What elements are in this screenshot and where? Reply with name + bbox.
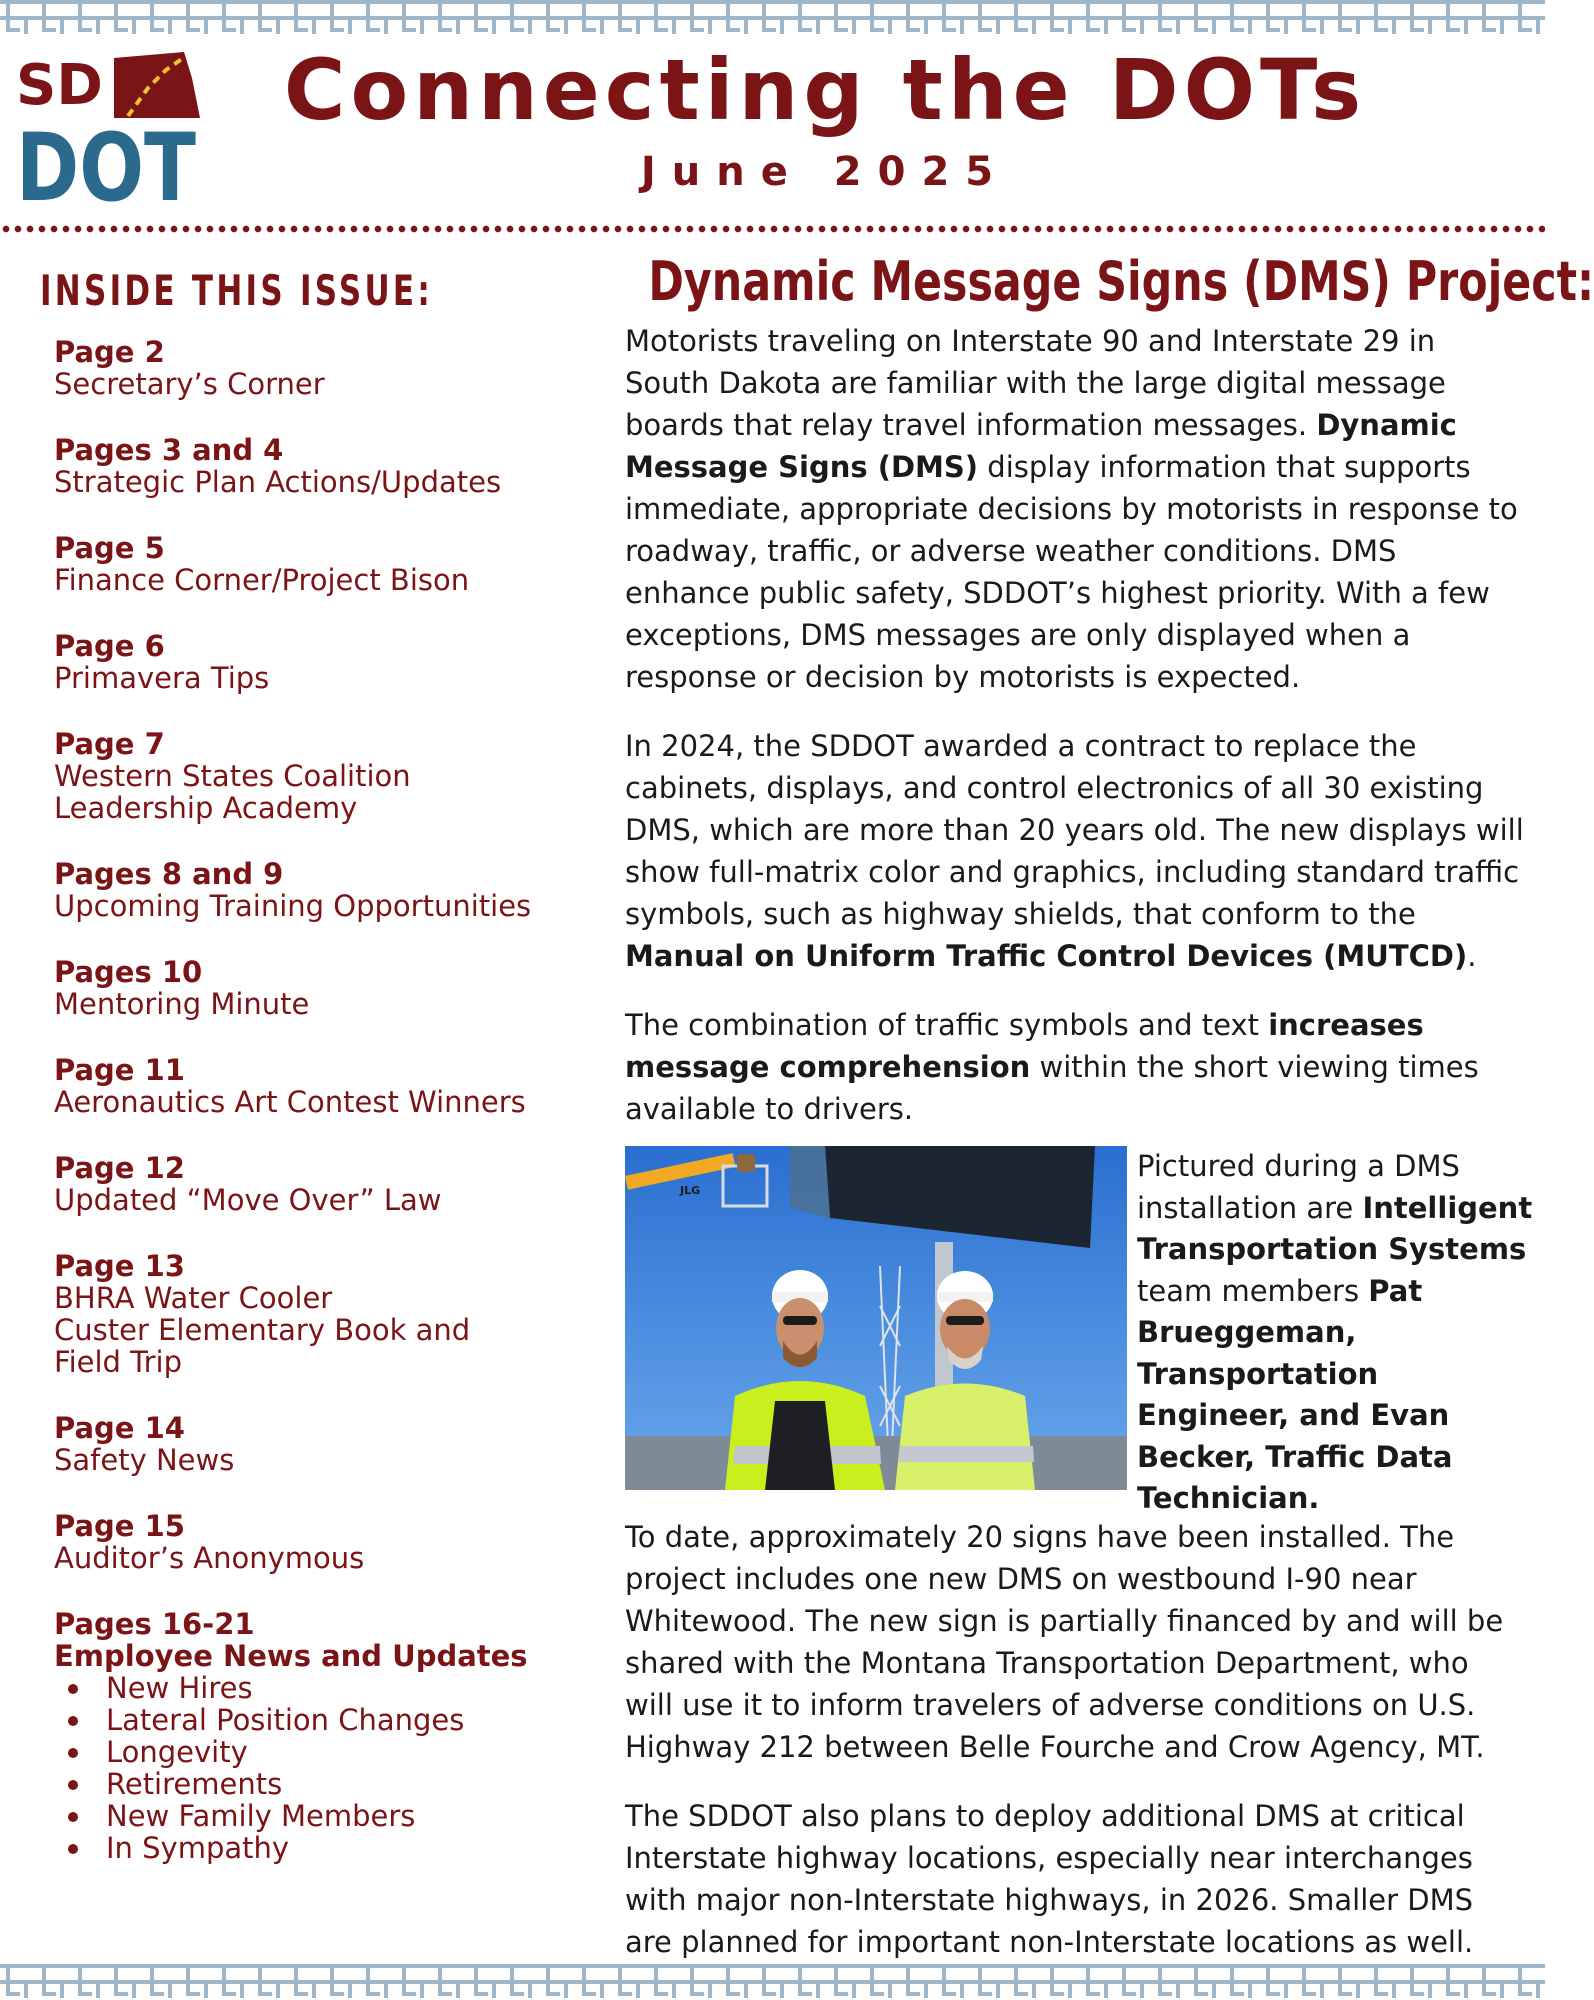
toc-entry bbox=[54, 1054, 574, 1118]
toc-topic: Strategic Plan Actions/Updates bbox=[54, 465, 502, 499]
toc-topic: Updated “Move Over” Law bbox=[54, 1183, 442, 1217]
toc-page-number: Page 6 bbox=[54, 629, 165, 663]
toc-section-title: Employee News and Updates bbox=[54, 1639, 528, 1673]
toc-page-number: Page 2 bbox=[54, 335, 165, 369]
toc-entry bbox=[54, 630, 574, 694]
toc-entry bbox=[54, 1152, 574, 1216]
toc-entry bbox=[54, 1510, 574, 1574]
toc-page-number: Page 11 bbox=[54, 1053, 185, 1087]
list-item: Lateral Position Changes bbox=[68, 1704, 574, 1736]
toc-entry bbox=[54, 858, 574, 922]
toc-page-number: Pages 3 and 4 bbox=[54, 433, 284, 467]
toc-topic: Field Trip bbox=[54, 1345, 182, 1379]
toc-heading: INSIDE THIS ISSUE: bbox=[40, 266, 434, 315]
logo-text-sd: SD bbox=[16, 53, 103, 118]
toc-topic: Auditor’s Anonymous bbox=[54, 1541, 365, 1575]
toc-page-number: Page 12 bbox=[54, 1151, 185, 1185]
list-item: New Hires bbox=[68, 1672, 574, 1704]
article-paragraph: The SDDOT also plans to deploy additional DMS at critical Interstate highway locations, especially near interchanges with major non-Interstate highways, in 2026. Smaller DMS are planned for important non-Interstate locations as well. bbox=[625, 1799, 1474, 1959]
toc-page-number: Page 15 bbox=[54, 1509, 185, 1543]
photo-with-caption bbox=[625, 1146, 1533, 1516]
article-paragraph: The combination of traffic symbols and text increases message comprehension within the short viewing times available to drivers. bbox=[625, 1008, 1479, 1126]
photo-caption: Pictured during a DMS installation are Intelligent Transportation Systems team members Pat Brueggeman, Transportation Engineer, and Evan Becker, Traffic Data Technician. bbox=[1137, 1149, 1533, 1515]
toc-topic: Secretary’s Corner bbox=[54, 367, 325, 401]
toc-entry bbox=[54, 434, 574, 498]
toc-topic: Aeronautics Art Contest Winners bbox=[54, 1085, 526, 1119]
newsletter-title: Connecting the DOTs bbox=[283, 41, 1367, 139]
issue-date: June 2025 bbox=[640, 149, 1010, 195]
toc-topic: Primavera Tips bbox=[54, 661, 270, 695]
toc-topic: Leadership Academy bbox=[54, 791, 358, 825]
toc-topic: Upcoming Training Opportunities bbox=[54, 889, 532, 923]
toc-entry bbox=[54, 1250, 574, 1378]
toc-topic: Mentoring Minute bbox=[54, 987, 310, 1021]
toc-page-number: Pages 16-21 bbox=[54, 1607, 255, 1641]
table-of-contents bbox=[54, 336, 574, 1898]
article-title: Dynamic Message Signs (DMS) Project: bbox=[648, 250, 1594, 313]
list-item: New Family Members bbox=[68, 1800, 574, 1832]
toc-page-number: Page 13 bbox=[54, 1249, 185, 1283]
toc-page-number: Page 14 bbox=[54, 1411, 185, 1445]
toc-topic: Custer Elementary Book and bbox=[54, 1313, 471, 1347]
toc-page-number: Page 7 bbox=[54, 727, 165, 761]
toc-page-number: Pages 8 and 9 bbox=[54, 857, 284, 891]
article-paragraph: Motorists traveling on Interstate 90 and Interstate 29 in South Dakota are familiar with the large digital message boards that relay travel information messages. Dynamic Message Signs (DMS) display information that supports immediate, appropriate decisions by motorists in response to roadway, traffic, or adverse weather conditions. DMS enhance public safety, SDDOT’s highest priority. With a few exceptions, DMS messages are only displayed when a response or decision by motorists is expected. bbox=[625, 324, 1518, 694]
toc-entry bbox=[54, 956, 574, 1020]
svg-text:JLG: JLG bbox=[680, 1184, 701, 1197]
toc-page-number: Pages 10 bbox=[54, 955, 203, 989]
article-paragraph: To date, approximately 20 signs have been installed. The project includes one new DMS on westbound I-90 near Whitewood. The new sign is partially financed by and will be shared with the Montana Transportation Department, who will use it to inform travelers of adverse conditions on U.S. Highway 212 between Belle Fourche and Crow Agency, MT. bbox=[625, 1520, 1504, 1764]
toc-entry bbox=[54, 336, 574, 400]
toc-entry bbox=[54, 728, 574, 824]
employee-news-list bbox=[54, 1672, 574, 1864]
bottom-border-pattern bbox=[0, 1964, 1545, 2000]
logo-text-dot: DOT bbox=[16, 114, 196, 223]
article-paragraph: In 2024, the SDDOT awarded a contract to replace the cabinets, displays, and control electronics of all 30 existing DMS, which are more than 20 years old. The new displays will show full-matrix color and graphics, including standard traffic symbols, such as highway shields, that conform to the Manual on Uniform Traffic Control Devices (MUTCD). bbox=[625, 729, 1524, 973]
sddot-logo bbox=[16, 48, 202, 223]
top-border-pattern bbox=[0, 0, 1545, 36]
toc-entry-employee-news bbox=[54, 1608, 574, 1864]
list-item: In Sympathy bbox=[68, 1832, 574, 1864]
toc-topic: Safety News bbox=[54, 1443, 235, 1477]
article-body bbox=[625, 320, 1533, 1990]
toc-entry bbox=[54, 532, 574, 596]
list-item: Retirements bbox=[68, 1768, 574, 1800]
toc-entry bbox=[54, 1412, 574, 1476]
list-item: Longevity bbox=[68, 1736, 574, 1768]
toc-topic: Western States Coalition bbox=[54, 759, 411, 793]
dms-installation-photo bbox=[625, 1146, 1127, 1490]
dotted-divider bbox=[0, 224, 1545, 234]
toc-topic: BHRA Water Cooler bbox=[54, 1281, 333, 1315]
toc-page-number: Page 5 bbox=[54, 531, 165, 565]
toc-topic: Finance Corner/Project Bison bbox=[54, 563, 470, 597]
